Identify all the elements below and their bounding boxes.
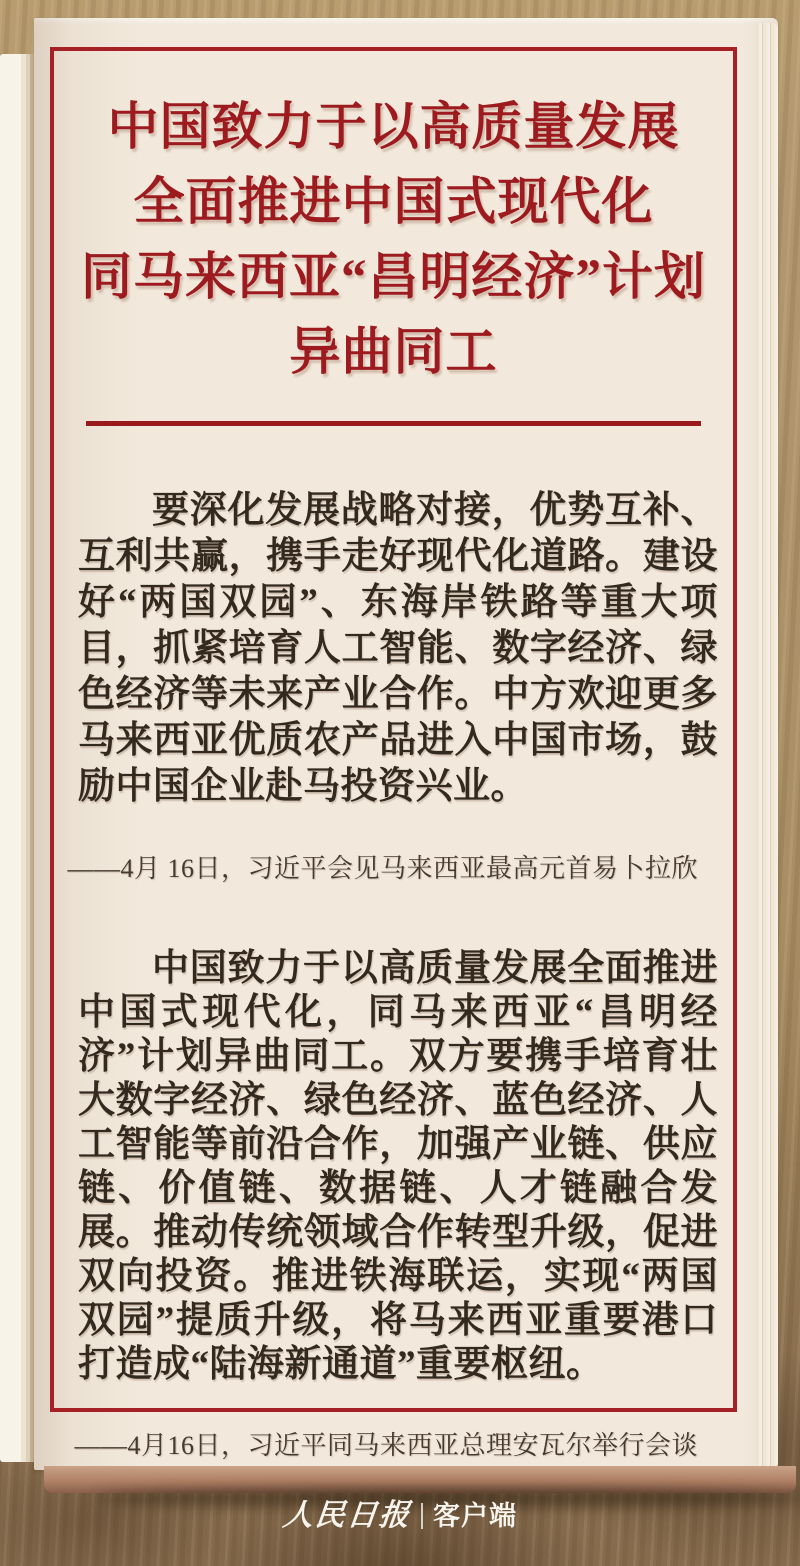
book-page [34,18,778,1470]
quote-paragraph-1: 要深化发展战略对接，优势互补、互利共赢，携手走好现代化道路。建设好“两国双园”、东海岸铁路等重大项目，抓紧培育人工智能、数字经济、绿色经济等未来产业合作。中方欢迎更多马来西亚优质农产品进入中国市场，鼓励中国企业赴马投资兴业。 [78,490,718,807]
page-stack-edge [759,23,778,1467]
peoples-daily-script-logotype: 人民日报 [281,1499,413,1532]
quote-paragraph-2: 中国致力于以高质量发展全面推进中国式现代化，同马来西亚“昌明经济”计划异曲同工。双方要携手培育壮大数字经济、绿色经济、蓝色经济、人工智能等前沿合作，加强产业链、供应链、价值链、数据链、人才链融合发展。推动传统领域合作转型升级，促进双向投资。推进铁海联运，实现“两国双园”提质升级，将马来西亚重要港口打造成“陆海新通道”重要枢纽。 [78,948,718,1385]
book-underpage-edge [0,54,34,1462]
quote-attribution-2: ——4月16日，习近平同马来西亚总理安瓦尔举行会谈 [74,1431,698,1460]
client-app-label: 客户端 [433,1500,517,1531]
red-rule-frame [50,47,737,1460]
peoples-daily-logo [0,1496,800,1536]
logo-divider-bar [421,1503,423,1529]
headline-line-4: 异曲同工 [289,325,498,381]
headline-divider-rule [86,421,701,426]
headline [54,91,733,391]
headline-line-3: 同马来西亚“昌明经济”计划 [80,250,706,306]
quote-attribution-1: ——4月 16日，习近平会见马来西亚最高元首易卜拉欣 [67,854,698,883]
headline-line-2: 全面推进中国式现代化 [133,175,654,231]
headline-line-1: 中国致力于以高质量发展 [107,100,680,156]
